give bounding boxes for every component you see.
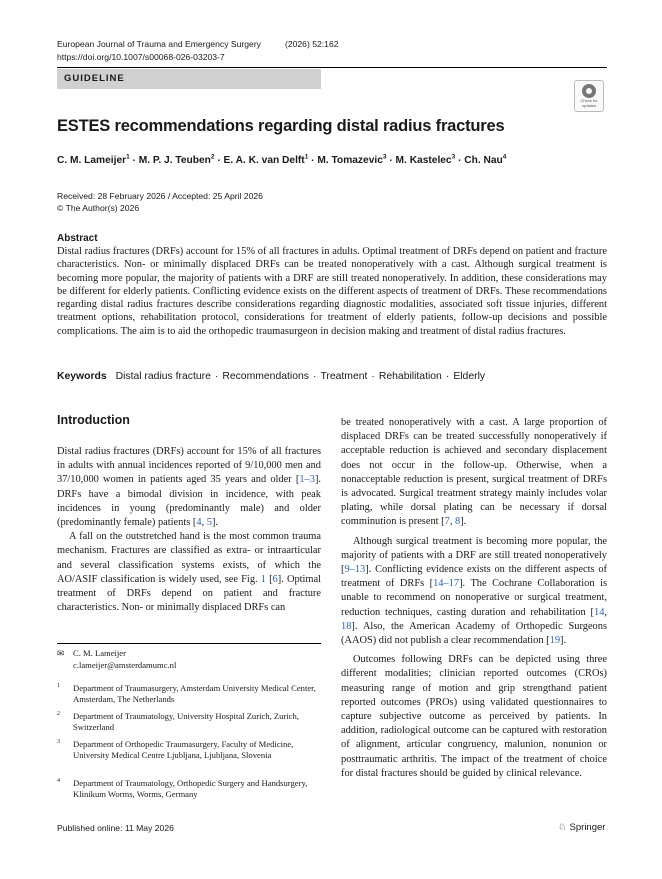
introduction-heading: Introduction <box>57 413 130 427</box>
springer-horse-icon: ♘ <box>558 822 567 833</box>
author-separator: · <box>455 155 465 167</box>
journal-name: European Journal of Trauma and Emergency Surgery <box>57 39 261 49</box>
abstract-text: Distal radius fractures (DRFs) account for 15% of all fractures in adults. Optimal treatment of DRFs depend on patient and fracture characteristics. Non- or minimally displaced DRFs can be treated nonoperatively with a cast. Although surgical treatment is becoming more popular, the majority of patients with a DRF are still treated nonoperatively. In addition, these considerations may be different for elderly patients. Conflicting evidence exists on the different aspects of treatment of DRFs. These recommendations regarding distal radius fractures describe considerations regarding diagnostic modalities, associated soft tissue injuries, different treatment options, rehabilitation protocol, considerations for treatment of elderly patients, follow-up decisions and possible complications. The aim is to aid the orthopedic traumasurgeon in decision making and treatment of distal radius fractures. <box>57 246 607 337</box>
citation-link[interactable]: 18 <box>341 620 352 632</box>
body-text: ]. The Cochrane Collaboration is unable to recommend on nonoperative or surgical treatment, reduction techniques, casting duration and rehabilitation [ <box>341 578 607 618</box>
keyword: Distal radius fracture <box>115 371 211 382</box>
author-separator: · <box>386 155 396 167</box>
check-updates-icon <box>582 84 596 98</box>
published-online: Published online: 11 May 2026 <box>57 823 174 833</box>
keyword-separator: · <box>445 371 450 382</box>
copyright-line: © The Author(s) 2026 <box>57 203 140 213</box>
citation-link[interactable]: 1–3 <box>299 474 315 486</box>
affiliation-4: 4 Department of Traumatology, Orthopedic Surgery and Handsurgery, Klinikum Worms, Worms, Germany <box>57 778 308 800</box>
author-affiliation-mark: 3 <box>382 154 387 161</box>
author-affiliation-mark: 4 <box>502 154 507 161</box>
author-name[interactable]: M. P. J. Teuben$^2$ <box>138 154 215 167</box>
body-text: ]. <box>211 517 219 529</box>
author-name[interactable]: Ch. Nau$^4$ <box>464 154 507 167</box>
citation-link[interactable]: 19 <box>549 635 561 647</box>
header-rule <box>57 67 607 68</box>
body-text: be treated nonoperatively with a cast. A large proportion of displaced DRFs can be treated successfully nonoperatively if acceptable reduction is achieved and secondary displacement does not occur in the follow-up. Otherwise, when a nonacceptable reduction is present, surgical treatment of DRFs is advocated. Surgical treatment strategy mainly includes volar plating, while dorsal plating can be necessary if dorsal comminution is present [ <box>341 417 607 528</box>
keyword: Recommendations <box>222 371 309 382</box>
corresponding-author: C. M. Lameijer <box>73 648 126 658</box>
citation-link[interactable]: 7 <box>444 516 450 528</box>
intro-paragraph-2 <box>57 530 321 615</box>
body-text: A fall on the outstretched hand is the most common trauma mechanism. Fractures are classified as extra- or intraarticular and several classification systems exists, of which the AO/ASIF classification is widely used, see Fig. <box>57 531 321 585</box>
citation-link[interactable]: 5 <box>206 517 212 529</box>
intro-paragraph-3 <box>341 535 607 649</box>
keyword: Elderly <box>453 371 486 382</box>
received-accepted-dates: Received: 28 February 2026 / Accepted: 25 April 2026 <box>57 191 263 201</box>
author-name[interactable]: M. Kastelec$^3$ <box>395 154 456 167</box>
author-affiliation-mark: 2 <box>210 154 215 161</box>
article-title: ESTES recommendations regarding distal radius fractures <box>57 117 505 135</box>
author-name[interactable]: C. M. Lameijer$^1$ <box>57 154 130 167</box>
body-text: Distal radius fractures (DRFs) account for 15% of all fractures in adults with annual incidences reported of 9/10,000 men and 37/10,000 women in patients aged 35 years and older [ <box>57 446 321 486</box>
intro-right-column <box>341 416 607 781</box>
body-text: ]. Conflicting evidence exists on the different aspects of treatment of DRFs [ <box>341 564 607 590</box>
author-affiliation-mark: 3 <box>451 154 456 161</box>
check-updates-label: Check for updates <box>580 98 598 108</box>
author-separator: · <box>308 155 318 167</box>
affiliation-2: 2 Department of Traumatology, University Hospital Zurich, Zurich, Switzerland <box>57 711 299 733</box>
intro-paragraph-2-continued <box>341 416 607 530</box>
affiliation-1: 1 Department of Traumasurgery, Amsterdam University Medical Center, Amsterdam, The Netherlands <box>57 683 316 705</box>
intro-left-column <box>57 445 321 615</box>
author-name[interactable]: M. Tomazevic$^3$ <box>317 154 387 167</box>
citation-link[interactable]: 9–13 <box>344 564 366 576</box>
abstract-heading: Abstract <box>57 233 98 244</box>
citation-link[interactable]: 4 <box>196 517 202 529</box>
keyword-separator: · <box>312 371 317 382</box>
keyword: Treatment <box>320 371 368 382</box>
intro-paragraph-4: Outcomes following DRFs can be depicted using three different modalities; clinician reported outcomes (CROs) measuring range of motion and grip strengthand patient reported outcomes (PROs) using validated questionnaires to capture subjective outcome as perceived by patients. In addition, radiological outcome can be captured with restoration of alignment, articular congruency, malunion, nonunion or posttraumatic arthritis. The impact of the treatment of choice for distal fractures should be guided by clinical relevance. <box>341 654 607 779</box>
citation-link[interactable]: 1 <box>260 573 266 585</box>
body-text: , <box>449 516 456 528</box>
author-affiliation-mark: 1 <box>126 154 130 161</box>
journal-header <box>57 38 339 63</box>
journal-volume: (2026) 52:162 <box>284 39 339 49</box>
body-text: ]. DRFs have a bimodal division in incidence, with peak incidences in young (predominantly male) and older (predominantly female) patients [ <box>57 474 321 529</box>
body-text: , <box>604 606 607 618</box>
article-type-label: GUIDELINE <box>57 69 321 89</box>
footnote-rule <box>57 643 321 644</box>
citation-link[interactable]: 14–17 <box>433 578 460 590</box>
doi-link[interactable]: https://doi.org/10.1007/s00068-026-03203-7 <box>57 51 225 62</box>
citation-link[interactable]: 14 <box>594 606 605 618</box>
body-text: ]. <box>560 635 567 647</box>
springer-logo <box>558 822 605 833</box>
article-dates <box>57 190 263 214</box>
keywords-label: Keywords <box>57 371 107 382</box>
keyword-separator: · <box>371 371 375 382</box>
corresponding-email[interactable]: c.lameijer@amsterdamumc.nl <box>73 659 177 670</box>
body-text: ]. Also, the American Academy of Orthopedic Surgeons (AAOS) did not publish a clear recommendation [ <box>341 620 607 647</box>
author-name[interactable]: E. A. K. van Delft$^1$ <box>223 154 309 167</box>
keyword: Rehabilitation <box>378 371 442 382</box>
body-text: Although surgical treatment is becoming more popular, the majority of patients with a DRF are still treated nonoperatively [ <box>341 535 607 576</box>
intro-paragraph-1 <box>57 445 321 530</box>
author-separator: · <box>129 155 139 167</box>
envelope-icon: ✉ <box>57 648 65 658</box>
body-text: , <box>201 517 207 529</box>
keywords <box>57 371 485 382</box>
citation-link[interactable]: 6 <box>272 573 278 585</box>
keyword-separator: · <box>214 371 219 382</box>
body-text: ]. <box>460 516 467 528</box>
correspondence <box>57 648 176 671</box>
author-list <box>57 154 506 166</box>
author-separator: · <box>214 155 224 167</box>
publisher-name: Springer <box>569 822 606 833</box>
check-for-updates-badge[interactable] <box>574 80 604 112</box>
affiliation-3: 3 Department of Orthopedic Traumasurgery, Faculty of Medicine, University Medical Centre Ljubljana, Ljubljana, Slovenia <box>57 739 294 761</box>
author-affiliation-mark: 1 <box>304 154 309 161</box>
body-text: [ <box>265 573 273 585</box>
body-text: ]. Optimal treatment of DRFs depend on patient and fracture characteristics. Non- or minimally displaced DRFs can <box>57 573 321 614</box>
citation-link[interactable]: 8 <box>455 516 461 528</box>
